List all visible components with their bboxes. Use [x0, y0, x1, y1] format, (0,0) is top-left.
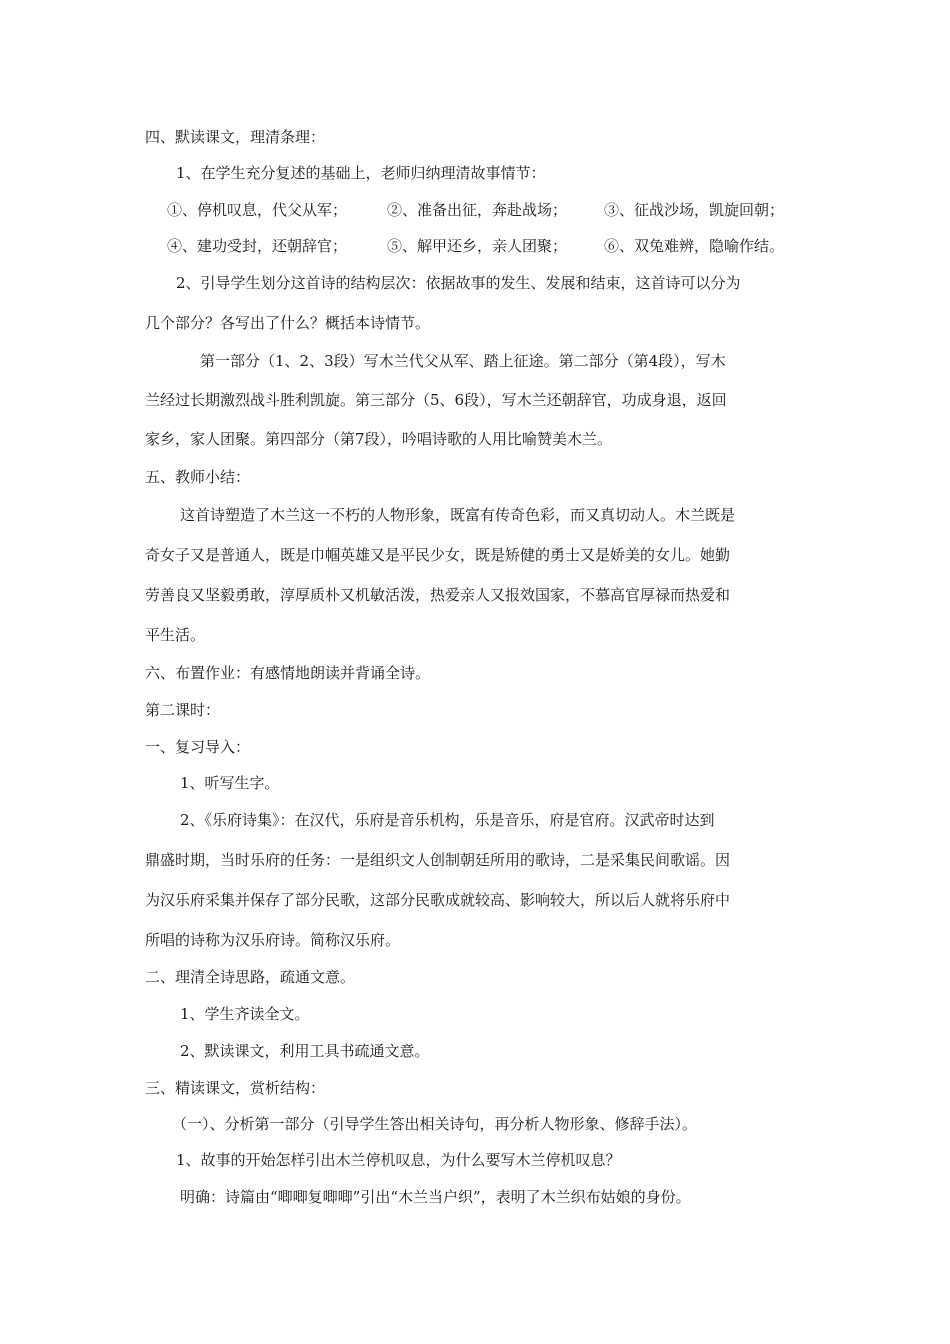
review-item-1: 1、听写生字。	[180, 774, 280, 792]
section-4-heading: 四、默读课文，理清条理：	[145, 128, 326, 146]
plot-item-4: ④、建功受封，还朝辞官；	[167, 237, 348, 255]
lesson-2-title: 第二课时：	[145, 701, 221, 719]
review-item-2-line-2: 鼎盛时期，当时乐府的任务：一是组织文人创制朝廷所用的歌诗，二是采集民间歌谣。因	[145, 851, 731, 869]
plot-item-1: ①、停机叹息，代父从军；	[167, 201, 348, 219]
section-2-item-1: 1、学生齐读全文。	[180, 1005, 310, 1023]
review-item-2-line-1: 2、《乐府诗集》：在汉代，乐府是音乐机构，乐是音乐，府是官府。汉武帝时达到	[180, 811, 715, 829]
section-6-heading: 六、布置作业：有感情地朗读并背诵全诗。	[145, 664, 431, 682]
plot-row-2	[0, 236, 950, 256]
section-2-heading: 二、理清全诗思路，疏通文意。	[145, 968, 356, 986]
section-3-subheading: （一）、分析第一部分（引导学生答出相关诗句，再分析人物形象、修辞手法）。	[172, 1115, 698, 1133]
section-2-item-2: 2、默读课文，利用工具书疏通文意。	[180, 1042, 430, 1060]
plot-item-2: ②、准备出征，奔赴战场；	[387, 201, 568, 219]
structure-answer-line-2: 兰经过长期激烈战斗胜利凯旋。第三部分（5、6段），写木兰还朝辞官，功成身退，返回	[145, 391, 727, 409]
summary-line-3: 劳善良又坚毅勇敢，淳厚质朴又机敏活泼，热爱亲人又报效国家，不慕高官厚禄而热爱和	[145, 586, 731, 604]
summary-line-1: 这首诗塑造了木兰这一不朽的人物形象，既富有传奇色彩，而又真切动人。木兰既是	[180, 506, 736, 524]
section-3-question-1: 1、故事的开始怎样引出木兰停机叹息，为什么要写木兰停机叹息？	[176, 1151, 621, 1169]
plot-item-5: ⑤、解甲还乡，亲人团聚；	[387, 237, 568, 255]
summary-line-2: 奇女子又是普通人，既是巾帼英雄又是平民少女，既是矫健的勇士又是娇美的女儿。她勤	[145, 546, 731, 564]
section-3-heading: 三、精读课文，赏析结构：	[145, 1079, 326, 1097]
review-heading: 一、复习导入：	[145, 738, 251, 756]
plot-row-1	[0, 200, 950, 220]
section-4-paragraph-2-line-1: 2、引导学生划分这首诗的结构层次：依据故事的发生、发展和结束，这首诗可以分为	[176, 274, 741, 292]
section-4-paragraph-1: 1、在学生充分复述的基础上，老师归纳理清故事情节：	[176, 164, 546, 182]
section-4-paragraph-2-line-2: 几个部分？各写出了什么？概括本诗情节。	[145, 314, 431, 332]
structure-answer-line-1: 第一部分（1、2、3段）写木兰代父从军、踏上征途。第二部分（第4段），写木	[200, 352, 726, 370]
review-item-2-line-3: 为汉乐府采集并保存了部分民歌，这部分民歌成就较高、影响较大，所以后人就将乐府中	[145, 891, 731, 909]
section-3-answer-1: 明确：诗篇由“唧唧复唧唧”引出“木兰当户织”，表明了木兰织布姑娘的身份。	[180, 1188, 691, 1206]
plot-item-6: ⑥、双兔难辨，隐喻作结。	[604, 237, 785, 255]
section-5-heading: 五、教师小结：	[145, 468, 251, 486]
structure-answer-line-3: 家乡，家人团聚。第四部分（第7段），吟唱诗歌的人用比喻赞美木兰。	[145, 430, 613, 448]
plot-item-3: ③、征战沙场，凯旋回朝；	[604, 201, 785, 219]
summary-line-4: 平生活。	[145, 626, 206, 644]
review-item-2-line-4: 所唱的诗称为汉乐府诗。简称汉乐府。	[145, 931, 401, 949]
